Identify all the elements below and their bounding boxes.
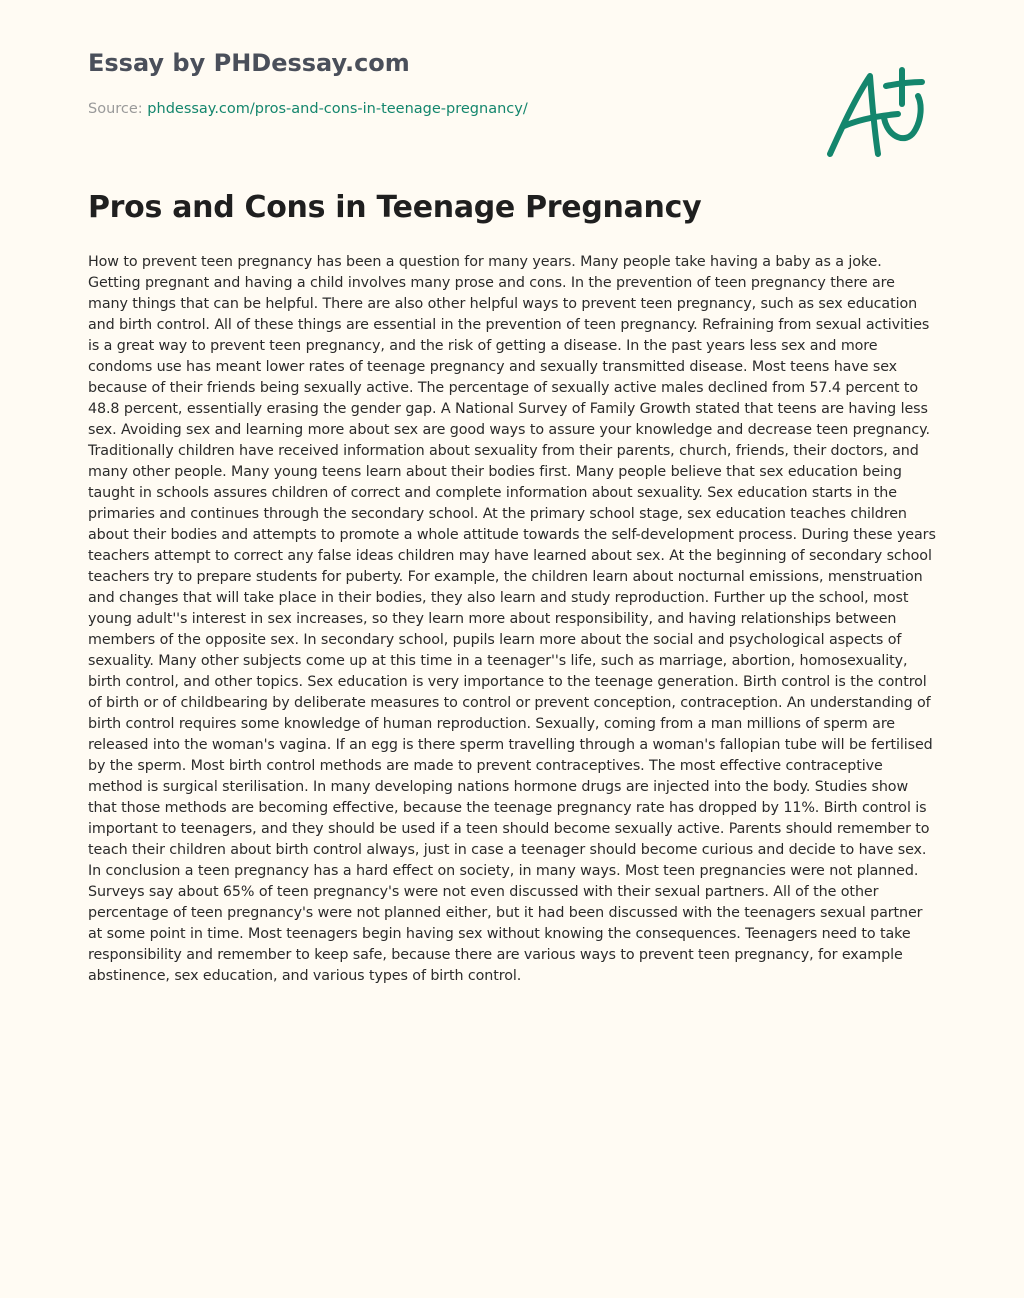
essay-body: How to prevent teen pregnancy has been a question for many years. Many people take having a baby as a joke. Getting pregnant and having a child involves many prose and cons. In the prevention of teen pregnancy there are many things that can be helpful. There are also other helpful ways to prevent teen pregnancy, such as sex education and birth control. All of these things are essential in the prevention of teen pregnancy. Refraining from sexual activities is a great way to prevent teen pregnancy, and the risk of getting a disease. In the past years less sex and more condoms use has meant lower rates of teenage pregnancy and sexually transmitted disease. Most teens have sex because of their friends being sexually active. The percentage of sexually active males declined from 57.4 percent to 48.8 percent, essentially erasing the gender gap. A National Survey of Family Growth stated that teens are having less sex. Avoiding sex and learning more about sex are good ways to assure your knowledge and decrease teen pregnancy. Traditionally children have received information about sexuality from their parents, church, friends, their doctors, and many other people. Many young teens learn about their bodies first. Many people believe that sex education being taught in schools assures children of correct and complete information about sexuality. Sex education starts in the primaries and continues through the secondary school. At the primary school stage, sex education teaches children about their bodies and attempts to promote a whole attitude towards the self-development process. During these years teachers attempt to correct any false ideas children may have learned about sex. At the beginning of secondary school teachers try to prepare students for puberty. For example, the children learn about nocturnal emissions, menstruation and changes that will take place in their bodies, they also learn and study reproduction. Further up the school, most young adult''s interest in sex increases, so they learn more about responsibility, and having relationships between members of the opposite sex. In secondary school, pupils learn more about the social and psychological aspects of sexuality. Many other subjects come up at this time in a teenager''s life, such as marriage, abortion, homosexuality, birth control, and other topics. Sex education is very importance to the teenage generation. Birth control is the control of birth or of childbearing by deliberate measures to control or prevent conception, contraception. An understanding of birth control requires some knowledge of human reproduction. Sexually, coming from a man millions of sperm are released into the woman's vagina. If an egg is there sperm travelling through a woman's fallopian tube will be fertilised by the sperm. Most birth control methods are made to prevent contraceptives. The most effective contraceptive method is surgical sterilisation. In many developing nations hormone drugs are injected into the body. Studies show that those methods are becoming effective, because the teenage pregnancy rate has dropped by 11%. Birth control is important to teenagers, and they should be used if a teen should become sexually active. Parents should remember to teach their children about birth control always, just in case a teenager should become curious and decide to have sex. In conclusion a teen pregnancy has a hard effect on society, in many ways. Most teen pregnancies were not planned. Surveys say about 65% of teen pregnancy's were not even discussed with their sexual partners. All of the other percentage of teen pregnancy's were not planned either, but it had been discussed with the teenagers sexual partner at some point in time. Most teenagers begin having sex without knowing the consequences. Teenagers need to take responsibility and remember to keep safe, because there are various ways to prevent teen pregnancy, for example abstinence, sex education, and various types of birth control.: [88, 254, 936, 984]
source-line: [88, 101, 528, 117]
site-brand: Essay by PHDessay.com: [88, 49, 410, 77]
source-label: Source:: [88, 101, 148, 117]
source-link[interactable]: phdessay.com/pros-and-cons-in-teenage-pregnancy/: [147, 101, 528, 117]
essay-title: Pros and Cons in Teenage Pregnancy: [88, 190, 702, 225]
a-plus-logo-icon: [822, 62, 932, 162]
